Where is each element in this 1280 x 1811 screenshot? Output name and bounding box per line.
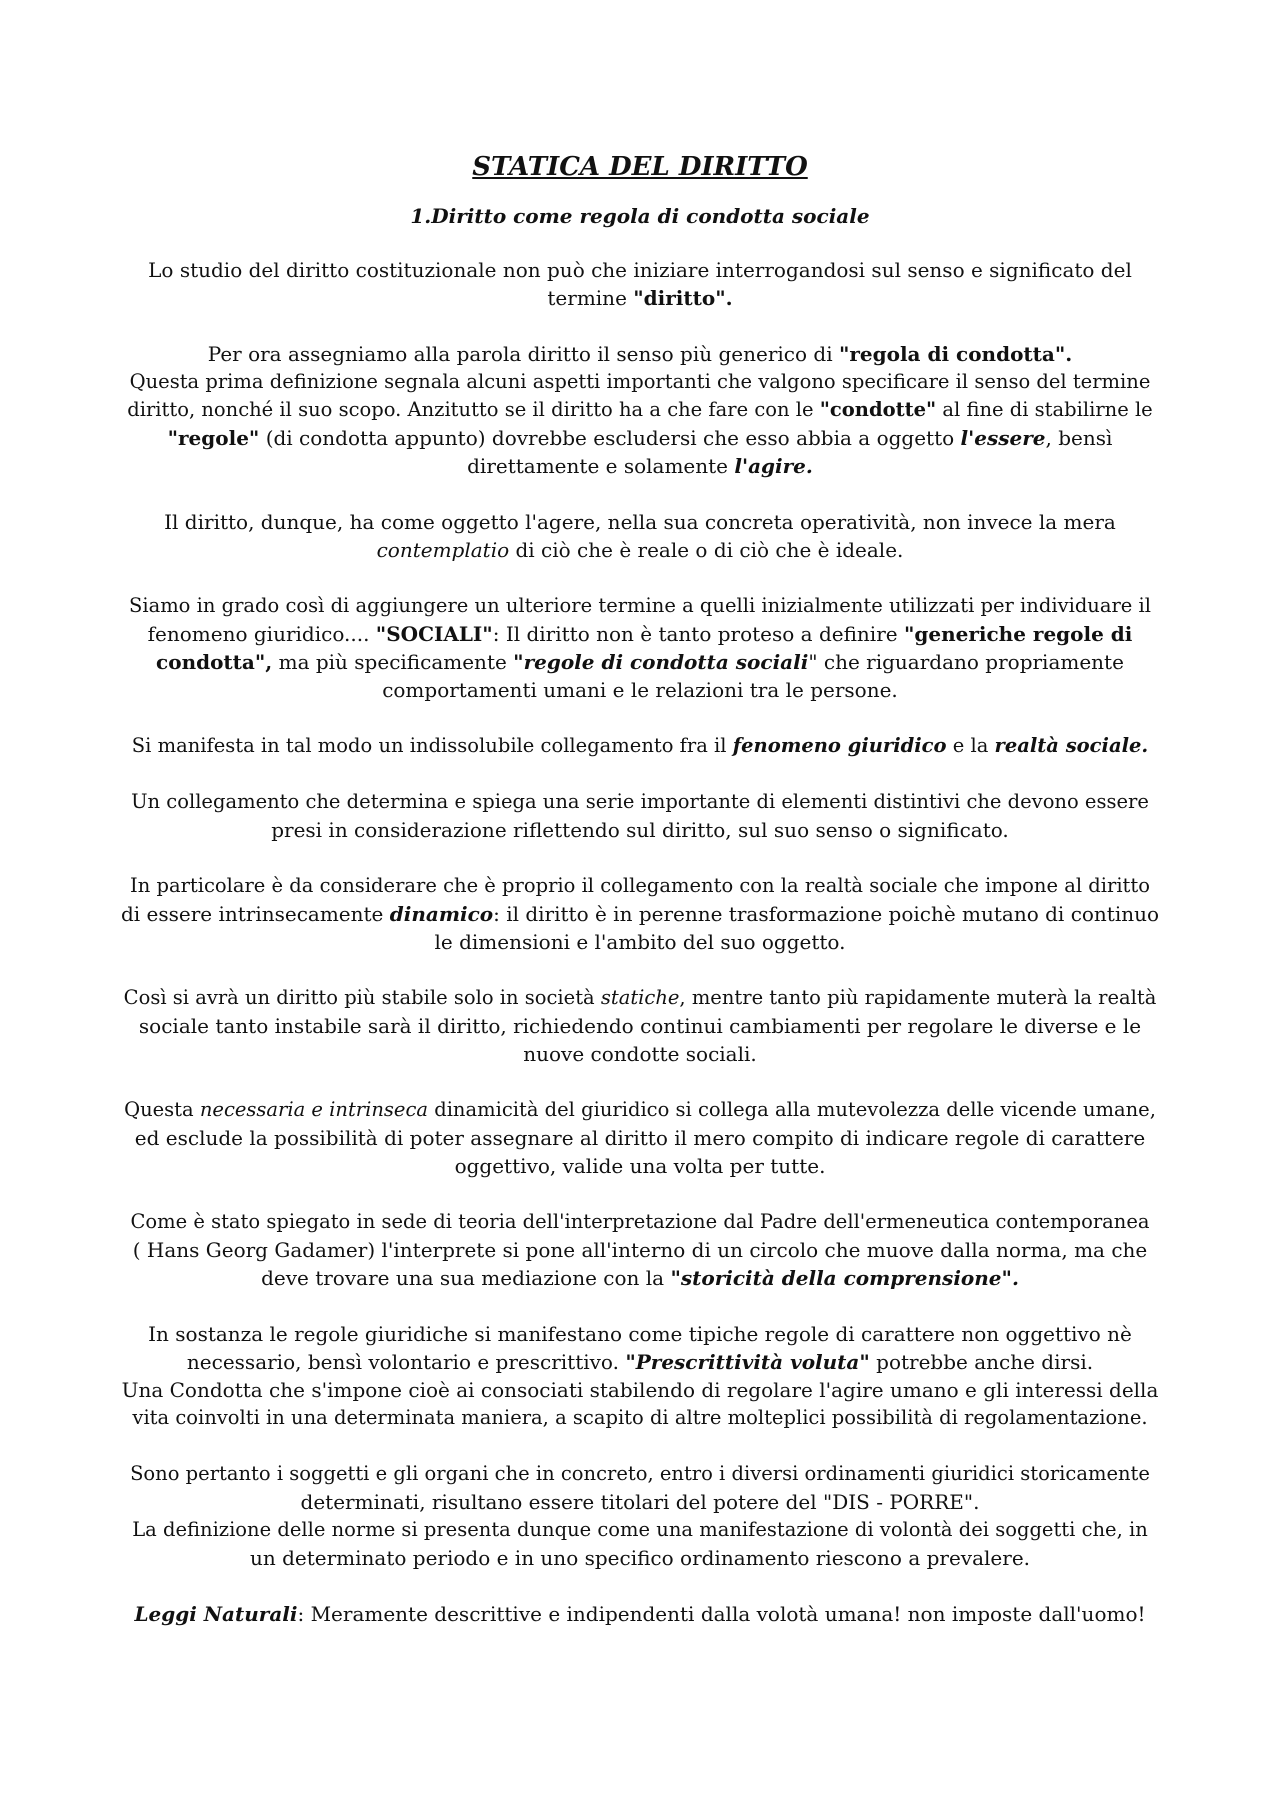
text-line: le dimensioni e l'ambito del suo oggetto.: [434, 930, 846, 954]
italic-term: contemplatio: [376, 538, 510, 562]
bold-term: "regola di condotta".: [838, 342, 1073, 366]
text-line: [120, 1264, 1160, 1292]
text-span: Questa: [124, 1098, 200, 1121]
text-line: [120, 284, 1160, 312]
paragraph-4: [120, 592, 1160, 704]
text-line: [120, 620, 1160, 648]
text-line: [120, 1348, 1160, 1376]
text-span: termine: [547, 286, 634, 310]
text-line: Questa prima definizione segnala alcuni aspetti importanti che valgono specificare il senso del termine: [129, 370, 1151, 393]
paragraph-8: [120, 984, 1160, 1068]
paragraph-9: [120, 1096, 1160, 1180]
text-span: , bensì: [1045, 426, 1113, 450]
italic-term: necessaria e intrinseca: [199, 1098, 429, 1121]
bold-italic-term: l'agire.: [734, 454, 813, 478]
text-line: comportamenti umani e le relazioni tra le persone.: [382, 678, 898, 702]
text-span: : Meramente descrittive e indipendenti dalla volotà umana! non imposte dall'uomo!: [297, 1602, 1146, 1626]
text-line: oggettivo, valide una volta per tutte.: [454, 1154, 826, 1178]
text-line: sociale tanto instabile sarà il diritto, richiedendo continui cambiamenti per regolare le diverse e le: [138, 1014, 1142, 1038]
paragraph-5: [120, 732, 1160, 760]
text-line: [120, 1096, 1160, 1124]
text-line: [120, 648, 1160, 676]
text-span: di ciò che è reale o di ciò che è ideale.: [509, 538, 904, 562]
bold-italic-term: "regole di condotta sociali: [513, 650, 809, 674]
text-line: ed esclude la possibilità di poter assegnare al diritto il mero compito di indicare regole di carattere: [134, 1126, 1146, 1150]
bold-italic-term: fenomeno giuridico: [732, 734, 947, 757]
bold-term: "SOCIALI": [375, 622, 493, 646]
page-title: STATICA DEL DIRITTO: [472, 152, 808, 182]
text-span: deve trovare una sua mediazione con la: [261, 1266, 671, 1290]
text-line: [120, 984, 1160, 1012]
text-span: necessario, bensì volontario e prescrittivo.: [186, 1350, 626, 1374]
paragraph-2: [120, 340, 1160, 480]
text-span: " che riguardano propriamente: [808, 650, 1124, 674]
italic-term: statiche: [600, 986, 680, 1009]
bold-italic-term: Leggi Naturali: [134, 1602, 298, 1626]
text-span: e la: [946, 734, 995, 757]
text-span: di essere intrinsecamente: [120, 902, 390, 926]
text-span: ma più specificamente: [272, 650, 514, 674]
text-line: La definizione delle norme si presenta dunque come una manifestazione di volontà dei soggetti che, in: [132, 1518, 1148, 1541]
bold-term: "generiche regole di: [903, 622, 1133, 646]
text-line: [120, 424, 1160, 452]
text-span: direttamente e solamente: [467, 454, 735, 478]
text-span: Per ora assegniamo alla parola diritto il senso più generico di: [207, 342, 839, 366]
text-line: nuove condotte sociali.: [523, 1042, 757, 1066]
text-span: (di condotta appunto) dovrebbe escludersi che esso abbia a oggetto: [259, 426, 961, 450]
text-line: [120, 900, 1160, 928]
text-line: vita coinvolti in una determinata maniera, a scapito di altre molteplici possibilità di regolamentazione.: [132, 1406, 1148, 1429]
text-line: Una Condotta che s'impone cioè ai consociati stabilendo di regolare l'agire umano e gli interessi della: [121, 1378, 1159, 1402]
text-line: un determinato periodo e in uno specifico ordinamento riescono a prevalere.: [249, 1546, 1031, 1570]
paragraph-13: [120, 1600, 1160, 1628]
text-span: Si manifesta in tal modo un indissolubile collegamento fra il: [131, 734, 733, 757]
section-heading: 1.Diritto come regola di condotta sociale: [410, 204, 870, 228]
text-line: [120, 536, 1160, 564]
text-line: [120, 452, 1160, 480]
text-line: In sostanza le regole giuridiche si manifestano come tipiche regole di carattere non oggettivo nè: [148, 1322, 1132, 1346]
text-line: ( Hans Georg Gadamer) l'interprete si pone all'interno di un circolo che muove dalla norma, ma che: [132, 1238, 1148, 1262]
text-span: : Il diritto non è tanto proteso a definire: [492, 622, 904, 646]
document-page: [120, 150, 1160, 1656]
text-line: Il diritto, dunque, ha come oggetto l'agere, nella sua concreta operatività, non invece la mera: [164, 510, 1116, 534]
text-span: dinamicità del giuridico si collega alla mutevolezza delle vicende umane,: [428, 1098, 1156, 1121]
paragraph-7: [120, 872, 1160, 956]
bold-term: "condotte": [819, 398, 937, 421]
paragraph-1: [120, 256, 1160, 312]
text-line: [120, 396, 1160, 424]
bold-italic-term: "storicità della comprensione".: [670, 1266, 1019, 1290]
bold-term: "diritto".: [633, 286, 733, 310]
paragraph-12: [120, 1460, 1160, 1572]
text-line: Come è stato spiegato in sede di teoria dell'interpretazione dal Padre dell'ermeneutica contemporanea: [130, 1210, 1150, 1233]
bold-italic-term: dinamico: [389, 902, 494, 926]
text-line: [120, 732, 1160, 760]
text-line: In particolare è da considerare che è proprio il collegamento con la realtà sociale che impone al diritto: [130, 874, 1150, 897]
text-span: potrebbe anche dirsi.: [869, 1350, 1094, 1374]
bold-italic-term: l'essere: [960, 426, 1046, 450]
text-line: Un collegamento che determina e spiega una serie importante di elementi distintivi che devono essere: [131, 790, 1149, 813]
text-line: Lo studio del diritto costituzionale non può che iniziare interrogandosi sul senso e significato del: [148, 258, 1132, 282]
bold-italic-term: realtà sociale.: [994, 734, 1149, 757]
paragraph-6: [120, 788, 1160, 844]
text-span: fenomeno giuridico....: [147, 622, 376, 646]
bold-term: "regole": [167, 426, 260, 450]
text-line: Siamo in grado così di aggiungere un ulteriore termine a quelli inizialmente utilizzati per individuare il: [128, 594, 1152, 617]
text-span: : il diritto è in perenne trasformazione poichè mutano di continuo: [493, 902, 1160, 926]
text-line: presi in considerazione riflettendo sul diritto, sul suo senso o significato.: [271, 818, 1009, 842]
text-line: determinati, risultano essere titolari del potere del "DIS - PORRE".: [300, 1490, 980, 1514]
text-span: , mentre tanto più rapidamente muterà la realtà: [679, 986, 1157, 1009]
bold-term: condotta",: [156, 650, 273, 674]
text-span: al fine di stabilirne le: [936, 398, 1153, 421]
text-span: diritto, nonché il suo scopo. Anzitutto se il diritto ha a che fare con le: [127, 398, 820, 421]
paragraph-11: [120, 1320, 1160, 1432]
text-line: [120, 340, 1160, 368]
paragraph-3: [120, 508, 1160, 564]
bold-italic-term: "Prescrittività voluta": [625, 1350, 870, 1374]
paragraph-10: [120, 1208, 1160, 1292]
text-line: Sono pertanto i soggetti e gli organi che in concreto, entro i diversi ordinamenti giuridici storicamente: [130, 1462, 1150, 1485]
text-span: Così si avrà un diritto più stabile solo in società: [123, 986, 601, 1009]
text-line: [120, 1600, 1160, 1628]
